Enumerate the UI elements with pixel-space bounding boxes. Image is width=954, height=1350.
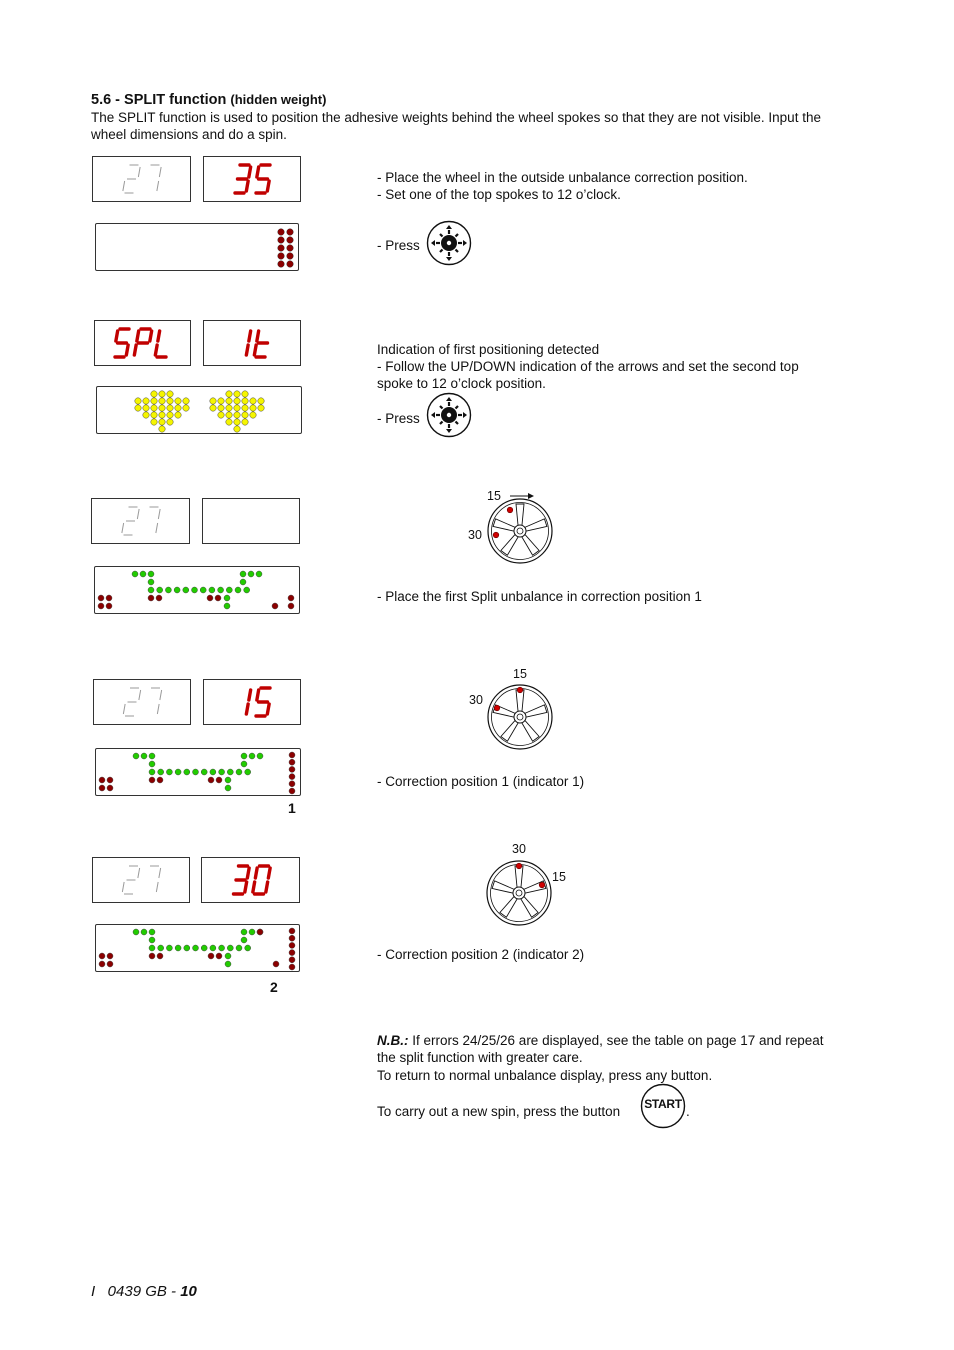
led-dot bbox=[149, 929, 155, 935]
led-dot bbox=[278, 245, 285, 252]
led-dot bbox=[159, 426, 165, 432]
led-dot bbox=[278, 229, 285, 236]
weight-marker bbox=[517, 687, 523, 693]
seven-seg-segment bbox=[268, 868, 270, 878]
led-dot bbox=[242, 391, 248, 397]
led-dot bbox=[175, 398, 181, 404]
step1-line1: - Place the wheel in the outside unbalance correction position. bbox=[377, 170, 748, 185]
led-dot bbox=[157, 953, 163, 959]
led-dot bbox=[216, 953, 222, 959]
led-dot bbox=[288, 595, 294, 601]
step2-line1: Indication of first positioning detected bbox=[377, 342, 600, 357]
led-dot bbox=[140, 571, 146, 577]
display-right-3 bbox=[202, 498, 300, 544]
led-dot bbox=[272, 603, 278, 609]
wheel2-label-b: 30 bbox=[469, 693, 483, 707]
seven-seg-segment bbox=[138, 868, 140, 878]
led-dot bbox=[256, 571, 262, 577]
led-dot bbox=[234, 398, 240, 404]
led-dot bbox=[210, 398, 216, 404]
return-text: To return to normal unbalance display, press any button. bbox=[377, 1068, 713, 1083]
wheel-diagram-2 bbox=[480, 674, 560, 759]
step2-press: - Press bbox=[377, 411, 420, 426]
seven-seg-segment bbox=[138, 167, 140, 177]
led-dot bbox=[158, 945, 164, 951]
display-right-4 bbox=[203, 679, 301, 725]
seven-seg-segment bbox=[257, 167, 259, 177]
led-dot bbox=[234, 391, 240, 397]
split-button-icon[interactable] bbox=[426, 220, 472, 271]
seven-seg-segment bbox=[116, 331, 118, 341]
step5-text: - Correction position 2 (indicator 2) bbox=[377, 947, 585, 962]
spin-period: . bbox=[686, 1104, 690, 1119]
led-dot bbox=[207, 595, 213, 601]
weight-marker bbox=[494, 705, 500, 711]
seven-seg-digits bbox=[202, 858, 299, 902]
led-dot bbox=[167, 398, 173, 404]
led-dot bbox=[159, 391, 165, 397]
led-dot bbox=[193, 769, 199, 775]
led-dot bbox=[99, 961, 105, 967]
led-dot bbox=[159, 412, 165, 418]
footer-prefix: I 0439 GB - bbox=[91, 1283, 181, 1300]
led-dot bbox=[226, 587, 232, 593]
led-dot bbox=[159, 419, 165, 425]
led-dot bbox=[219, 769, 225, 775]
led-dot bbox=[224, 595, 230, 601]
split-icon bbox=[426, 392, 472, 438]
start-button[interactable] bbox=[640, 1083, 686, 1134]
led-dot bbox=[225, 953, 231, 959]
spin-text: To carry out a new spin, press the button bbox=[377, 1104, 621, 1119]
led-dot bbox=[149, 945, 155, 951]
seven-seg-segment bbox=[150, 331, 152, 341]
led-dot bbox=[236, 945, 242, 951]
led-dot bbox=[143, 412, 149, 418]
led-dot bbox=[216, 777, 222, 783]
led-dot bbox=[132, 571, 138, 577]
split-icon bbox=[426, 220, 472, 266]
seven-seg-digits bbox=[204, 157, 300, 201]
led-dot bbox=[289, 759, 295, 765]
led-dot bbox=[149, 953, 155, 959]
seven-seg-segment bbox=[247, 868, 249, 878]
led-matrix bbox=[96, 749, 300, 795]
wheel-diagram-1 bbox=[480, 488, 560, 575]
led-dot bbox=[289, 928, 295, 934]
seven-seg-segment bbox=[255, 868, 257, 878]
section-heading bbox=[91, 92, 326, 108]
led-dot bbox=[208, 777, 214, 783]
led-bar-5 bbox=[95, 924, 300, 972]
led-dot bbox=[250, 398, 256, 404]
seven-seg-segment bbox=[158, 331, 160, 341]
led-dot bbox=[166, 945, 172, 951]
led-dot bbox=[133, 929, 139, 935]
seven-seg-segment bbox=[156, 882, 158, 892]
led-dot bbox=[149, 753, 155, 759]
led-dot bbox=[273, 961, 279, 967]
led-dot bbox=[99, 777, 105, 783]
seven-seg-segment bbox=[249, 331, 251, 341]
led-dot bbox=[241, 753, 247, 759]
seven-seg-segment bbox=[254, 345, 256, 355]
led-dot bbox=[184, 945, 190, 951]
weight-marker bbox=[493, 532, 499, 538]
led-dot bbox=[289, 957, 295, 963]
wheel-diagram-3 bbox=[479, 850, 559, 935]
step3-text: - Place the first Split unbalance in correction position 1 bbox=[377, 589, 702, 604]
weight-marker bbox=[516, 863, 522, 869]
led-dot bbox=[210, 405, 216, 411]
display-left-3 bbox=[91, 498, 190, 544]
led-dot bbox=[159, 405, 165, 411]
seven-seg-segment bbox=[249, 167, 251, 177]
seven-seg-segment bbox=[249, 690, 251, 700]
seven-seg-digits bbox=[204, 321, 300, 365]
seven-seg-segment bbox=[266, 882, 268, 892]
led-dot bbox=[149, 769, 155, 775]
led-dot bbox=[201, 769, 207, 775]
led-dot bbox=[287, 245, 294, 252]
led-dot bbox=[248, 571, 254, 577]
led-dot bbox=[148, 571, 154, 577]
page-number: 10 bbox=[180, 1283, 197, 1300]
led-dot bbox=[288, 603, 294, 609]
led-dot bbox=[289, 766, 295, 772]
led-matrix bbox=[96, 224, 298, 270]
led-dot bbox=[201, 945, 207, 951]
seven-seg-segment bbox=[134, 345, 136, 355]
led-dot bbox=[166, 769, 172, 775]
section-intro: The SPLIT function is used to position the adhesive weights behind the wheel spokes so that they are not visible. Input the wheel dimensions and do a spin. bbox=[91, 110, 821, 142]
step2-line2: - Follow the UP/DOWN indication of the arrows and set the second top spoke to 12 o’clock position. bbox=[377, 359, 799, 391]
led-dot bbox=[98, 595, 104, 601]
led-dot bbox=[159, 398, 165, 404]
led-bar-2 bbox=[96, 386, 302, 434]
led-dot bbox=[210, 945, 216, 951]
display-right-1 bbox=[203, 156, 301, 202]
led-dot bbox=[192, 587, 198, 593]
led-dot bbox=[149, 761, 155, 767]
led-dot bbox=[227, 945, 233, 951]
led-dot bbox=[225, 777, 231, 783]
seven-seg-segment bbox=[159, 868, 161, 878]
seven-seg-segment bbox=[157, 181, 159, 191]
start-button-label: START bbox=[644, 1097, 682, 1111]
seven-seg-segment bbox=[126, 345, 128, 355]
wheel1-label-b: 30 bbox=[468, 528, 482, 542]
display-right-5 bbox=[201, 857, 300, 903]
seven-seg-segment bbox=[122, 523, 124, 533]
weight-marker bbox=[507, 507, 513, 513]
led-dot bbox=[226, 398, 232, 404]
seven-seg-segment bbox=[137, 331, 139, 341]
led-dot bbox=[107, 785, 113, 791]
led-dot bbox=[236, 769, 242, 775]
led-dot bbox=[149, 777, 155, 783]
led-dot bbox=[235, 587, 241, 593]
seven-seg-segment bbox=[158, 509, 160, 519]
nb-text: If errors 24/25/26 are displayed, see the table on page 17 and repeat the split function with greater care. bbox=[377, 1033, 824, 1065]
led-dot bbox=[133, 753, 139, 759]
led-dot bbox=[200, 587, 206, 593]
led-dot bbox=[225, 961, 231, 967]
split-button-icon-2[interactable] bbox=[426, 392, 472, 443]
led-dot bbox=[141, 753, 147, 759]
led-dot bbox=[167, 412, 173, 418]
led-dot bbox=[99, 785, 105, 791]
led-dot bbox=[250, 405, 256, 411]
step4-text: - Correction position 1 (indicator 1) bbox=[377, 774, 585, 789]
led-dot bbox=[167, 419, 173, 425]
led-dot bbox=[156, 595, 162, 601]
led-dot bbox=[227, 769, 233, 775]
led-dot bbox=[210, 769, 216, 775]
wheel3-label-a: 30 bbox=[512, 842, 526, 856]
led-dot bbox=[209, 587, 215, 593]
led-dot bbox=[215, 595, 221, 601]
weight-marker bbox=[539, 882, 545, 888]
led-dot bbox=[165, 587, 171, 593]
led-dot bbox=[244, 587, 250, 593]
led-dot bbox=[224, 603, 230, 609]
led-dot bbox=[135, 405, 141, 411]
led-dot bbox=[289, 752, 295, 758]
wheel-icon bbox=[480, 488, 560, 570]
wheel3-label-b: 15 bbox=[552, 870, 566, 884]
led-dot bbox=[234, 405, 240, 411]
led-dot bbox=[151, 398, 157, 404]
wheel1-label-a: 15 bbox=[487, 489, 501, 503]
led-dot bbox=[208, 953, 214, 959]
led-dot bbox=[157, 587, 163, 593]
led-dot bbox=[151, 405, 157, 411]
led-dot bbox=[257, 753, 263, 759]
seven-seg-segment bbox=[257, 331, 259, 341]
led-dot bbox=[183, 398, 189, 404]
seven-seg-segment bbox=[155, 345, 157, 355]
seven-seg-segment bbox=[246, 181, 248, 191]
indicator-1-label: 1 bbox=[288, 800, 296, 816]
led-dot bbox=[289, 964, 295, 970]
led-bar-1 bbox=[95, 223, 299, 271]
led-dot bbox=[218, 412, 224, 418]
section-heading-main: 5.6 - SPLIT function bbox=[91, 92, 227, 108]
wheel2-label-a: 15 bbox=[513, 667, 527, 681]
led-dot bbox=[143, 398, 149, 404]
seven-seg-segment bbox=[246, 704, 248, 714]
led-dot bbox=[278, 253, 285, 260]
seven-seg-digits bbox=[93, 858, 189, 902]
led-dot bbox=[245, 769, 251, 775]
wheel-icon bbox=[480, 674, 560, 754]
led-dot bbox=[289, 935, 295, 941]
led-dot bbox=[287, 261, 294, 268]
seven-seg-segment bbox=[257, 690, 259, 700]
led-dot bbox=[241, 761, 247, 767]
led-matrix bbox=[95, 567, 299, 613]
led-dot bbox=[258, 398, 264, 404]
led-dot bbox=[287, 253, 294, 260]
led-dot bbox=[175, 412, 181, 418]
led-dot bbox=[107, 961, 113, 967]
led-dot bbox=[98, 603, 104, 609]
led-dot bbox=[218, 405, 224, 411]
seven-seg-segment bbox=[123, 181, 125, 191]
led-dot bbox=[234, 419, 240, 425]
display-left-4 bbox=[93, 679, 191, 725]
led-dot bbox=[184, 769, 190, 775]
seven-seg-segment bbox=[267, 704, 269, 714]
led-dot bbox=[151, 391, 157, 397]
led-dot bbox=[106, 603, 112, 609]
seven-seg-digits bbox=[93, 157, 190, 201]
led-matrix bbox=[96, 925, 299, 971]
led-dot bbox=[99, 953, 105, 959]
led-dot bbox=[287, 229, 294, 236]
led-dot bbox=[193, 945, 199, 951]
section-heading-sub: (hidden weight) bbox=[230, 92, 327, 107]
led-dot bbox=[245, 945, 251, 951]
led-dot bbox=[226, 391, 232, 397]
led-dot bbox=[257, 929, 263, 935]
led-dot bbox=[219, 945, 225, 951]
wheel-icon bbox=[479, 850, 559, 930]
led-dot bbox=[287, 237, 294, 244]
note-paragraph bbox=[377, 1032, 827, 1066]
led-dot bbox=[234, 426, 240, 432]
led-dot bbox=[175, 405, 181, 411]
led-dot bbox=[149, 937, 155, 943]
led-dot bbox=[107, 953, 113, 959]
led-dot bbox=[240, 571, 246, 577]
seven-seg-segment bbox=[159, 167, 161, 177]
led-dot bbox=[106, 595, 112, 601]
seven-seg-segment bbox=[137, 509, 139, 519]
seven-seg-segment bbox=[253, 882, 255, 892]
step1-line2: - Set one of the top spokes to 12 o’clock. bbox=[377, 187, 621, 202]
led-dot bbox=[226, 405, 232, 411]
led-dot bbox=[167, 405, 173, 411]
seven-seg-digits bbox=[94, 680, 190, 724]
seven-seg-digits bbox=[204, 680, 300, 724]
led-dot bbox=[167, 391, 173, 397]
seven-seg-segment bbox=[245, 882, 247, 892]
led-dot bbox=[241, 937, 247, 943]
indicator-2-label: 2 bbox=[270, 979, 278, 995]
seven-seg-segment bbox=[267, 181, 269, 191]
seven-seg-segment bbox=[156, 523, 158, 533]
seven-seg-segment bbox=[246, 345, 248, 355]
led-dot bbox=[135, 398, 141, 404]
led-dot bbox=[183, 587, 189, 593]
seven-seg-segment bbox=[123, 704, 125, 714]
seven-seg-segment bbox=[139, 690, 141, 700]
display-left-2 bbox=[94, 320, 191, 366]
led-dot bbox=[242, 405, 248, 411]
seven-seg-digits bbox=[92, 499, 189, 543]
led-dot bbox=[242, 412, 248, 418]
led-dot bbox=[183, 405, 189, 411]
led-dot bbox=[289, 774, 295, 780]
seven-seg-digits bbox=[95, 321, 190, 365]
led-dot bbox=[226, 412, 232, 418]
led-dot bbox=[250, 412, 256, 418]
led-dot bbox=[175, 945, 181, 951]
led-dot bbox=[234, 412, 240, 418]
seven-seg-segment bbox=[160, 690, 162, 700]
led-dot bbox=[174, 587, 180, 593]
led-dot bbox=[218, 398, 224, 404]
led-dot bbox=[289, 788, 295, 794]
led-dot bbox=[148, 587, 154, 593]
led-dot bbox=[151, 419, 157, 425]
led-dot bbox=[278, 237, 285, 244]
led-dot bbox=[258, 405, 264, 411]
led-dot bbox=[289, 942, 295, 948]
led-dot bbox=[226, 419, 232, 425]
display-left-1 bbox=[92, 156, 191, 202]
led-dot bbox=[218, 587, 224, 593]
display-right-2 bbox=[203, 320, 301, 366]
led-dot bbox=[143, 405, 149, 411]
led-dot bbox=[157, 777, 163, 783]
seven-seg-segment bbox=[157, 704, 159, 714]
nb-label: N.B.: bbox=[377, 1033, 409, 1048]
led-dot bbox=[249, 929, 255, 935]
led-dot bbox=[148, 595, 154, 601]
led-dot bbox=[241, 929, 247, 935]
display-left-5 bbox=[92, 857, 190, 903]
seven-seg-segment bbox=[122, 882, 124, 892]
led-dot bbox=[158, 769, 164, 775]
led-dot bbox=[225, 785, 231, 791]
led-dot bbox=[278, 261, 285, 268]
led-dot bbox=[148, 579, 154, 585]
led-dot bbox=[289, 781, 295, 787]
led-bar-4 bbox=[95, 748, 301, 796]
led-dot bbox=[175, 769, 181, 775]
page-footer bbox=[91, 1283, 197, 1300]
led-bar-3 bbox=[94, 566, 300, 614]
led-matrix bbox=[97, 387, 301, 433]
led-dot bbox=[141, 929, 147, 935]
led-dot bbox=[151, 412, 157, 418]
step1-press: - Press bbox=[377, 238, 420, 253]
led-dot bbox=[242, 398, 248, 404]
led-dot bbox=[249, 753, 255, 759]
led-dot bbox=[289, 950, 295, 956]
led-dot bbox=[107, 777, 113, 783]
led-dot bbox=[242, 419, 248, 425]
led-dot bbox=[240, 579, 246, 585]
